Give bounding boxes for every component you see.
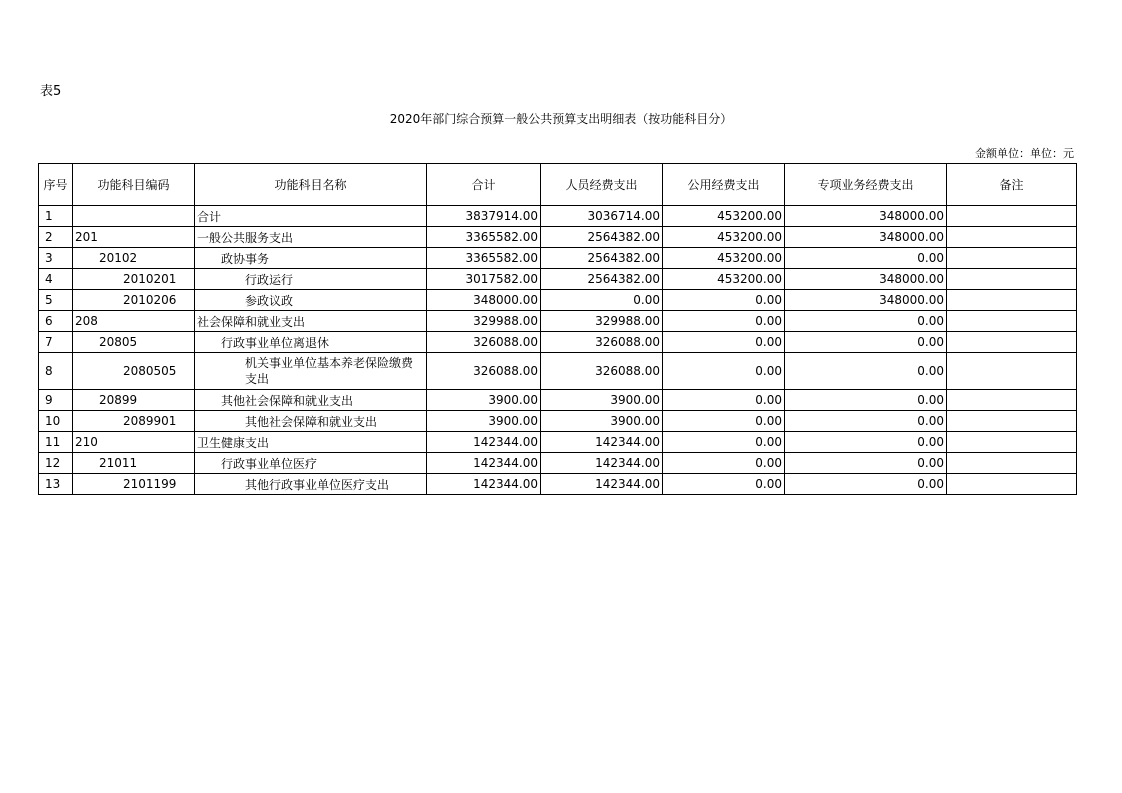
cell-total: 3365582.00: [427, 227, 541, 248]
cell-note: [947, 432, 1077, 453]
cell-code: 2010206: [73, 290, 195, 311]
cell-special: 0.00: [785, 411, 947, 432]
cell-total: 142344.00: [427, 453, 541, 474]
table-row: [39, 332, 1077, 353]
cell-total: 3017582.00: [427, 269, 541, 290]
cell-note: [947, 206, 1077, 227]
cell-special: 348000.00: [785, 227, 947, 248]
header-code: 功能科目编码: [73, 164, 195, 206]
cell-note: [947, 227, 1077, 248]
cell-name: 行政事业单位离退休: [195, 332, 427, 353]
cell-personnel: 2564382.00: [541, 269, 663, 290]
cell-code: 20102: [73, 248, 195, 269]
cell-name: 一般公共服务支出: [195, 227, 427, 248]
cell-note: [947, 474, 1077, 495]
table-row: [39, 353, 1077, 390]
cell-special: 348000.00: [785, 290, 947, 311]
table-row: [39, 311, 1077, 332]
cell-seq: 4: [39, 269, 73, 290]
cell-public: 453200.00: [663, 269, 785, 290]
cell-personnel: 0.00: [541, 290, 663, 311]
table-row: [39, 411, 1077, 432]
cell-note: [947, 453, 1077, 474]
cell-special: 0.00: [785, 432, 947, 453]
header-special: 专项业务经费支出: [785, 164, 947, 206]
cell-seq: 10: [39, 411, 73, 432]
cell-public: 453200.00: [663, 248, 785, 269]
cell-name: 政协事务: [195, 248, 427, 269]
cell-special: 0.00: [785, 311, 947, 332]
cell-personnel: 326088.00: [541, 332, 663, 353]
table-row: [39, 474, 1077, 495]
cell-personnel: 2564382.00: [541, 248, 663, 269]
cell-public: 0.00: [663, 353, 785, 390]
cell-code: 2010201: [73, 269, 195, 290]
cell-public: 0.00: [663, 474, 785, 495]
cell-public: 0.00: [663, 453, 785, 474]
table-row: [39, 290, 1077, 311]
cell-total: 142344.00: [427, 474, 541, 495]
table-header-row: [39, 164, 1077, 206]
amount-unit-label: 金额单位：单位：元: [975, 147, 1074, 160]
cell-total: 142344.00: [427, 432, 541, 453]
cell-code: [73, 206, 195, 227]
page-title: 2020年部门综合预算一般公共预算支出明细表（按功能科目分）: [389, 112, 733, 126]
header-personnel: 人员经费支出: [541, 164, 663, 206]
cell-code: 2089901: [73, 411, 195, 432]
cell-seq: 8: [39, 353, 73, 390]
cell-special: 0.00: [785, 453, 947, 474]
cell-personnel: 142344.00: [541, 432, 663, 453]
cell-total: 326088.00: [427, 353, 541, 390]
cell-special: 0.00: [785, 332, 947, 353]
table-number-label: 表5: [40, 84, 62, 99]
cell-code: 2080505: [73, 353, 195, 390]
cell-personnel: 326088.00: [541, 353, 663, 390]
cell-name: 其他社会保障和就业支出: [195, 390, 427, 411]
cell-code: 20805: [73, 332, 195, 353]
cell-name: 其他行政事业单位医疗支出: [195, 474, 427, 495]
cell-personnel: 142344.00: [541, 453, 663, 474]
cell-special: 0.00: [785, 390, 947, 411]
cell-special: 348000.00: [785, 206, 947, 227]
cell-personnel: 3900.00: [541, 390, 663, 411]
cell-note: [947, 248, 1077, 269]
cell-total: 326088.00: [427, 332, 541, 353]
cell-name: 社会保障和就业支出: [195, 311, 427, 332]
header-seq: 序号: [39, 164, 73, 206]
table-row: [39, 453, 1077, 474]
table-row: [39, 248, 1077, 269]
cell-seq: 6: [39, 311, 73, 332]
cell-name: 卫生健康支出: [195, 432, 427, 453]
cell-code: 210: [73, 432, 195, 453]
table-row: [39, 432, 1077, 453]
header-public: 公用经费支出: [663, 164, 785, 206]
cell-seq: 5: [39, 290, 73, 311]
cell-personnel: 329988.00: [541, 311, 663, 332]
cell-personnel: 2564382.00: [541, 227, 663, 248]
cell-public: 453200.00: [663, 206, 785, 227]
cell-seq: 2: [39, 227, 73, 248]
cell-note: [947, 332, 1077, 353]
cell-code: 20899: [73, 390, 195, 411]
table-row: [39, 227, 1077, 248]
cell-public: 0.00: [663, 290, 785, 311]
cell-seq: 12: [39, 453, 73, 474]
cell-name: 行政运行: [195, 269, 427, 290]
cell-public: 0.00: [663, 432, 785, 453]
cell-total: 329988.00: [427, 311, 541, 332]
cell-seq: 1: [39, 206, 73, 227]
cell-note: [947, 290, 1077, 311]
table-row: [39, 390, 1077, 411]
cell-public: 453200.00: [663, 227, 785, 248]
cell-note: [947, 353, 1077, 390]
table-row: [39, 269, 1077, 290]
cell-note: [947, 269, 1077, 290]
cell-special: 0.00: [785, 353, 947, 390]
cell-total: 3365582.00: [427, 248, 541, 269]
cell-name: 其他社会保障和就业支出: [195, 411, 427, 432]
cell-seq: 13: [39, 474, 73, 495]
cell-note: [947, 411, 1077, 432]
cell-total: 3900.00: [427, 411, 541, 432]
cell-special: 0.00: [785, 248, 947, 269]
cell-seq: 3: [39, 248, 73, 269]
cell-special: 348000.00: [785, 269, 947, 290]
cell-note: [947, 390, 1077, 411]
cell-total: 3900.00: [427, 390, 541, 411]
budget-detail-table: [38, 163, 1077, 495]
cell-special: 0.00: [785, 474, 947, 495]
cell-name: 参政议政: [195, 290, 427, 311]
cell-seq: 9: [39, 390, 73, 411]
cell-name: 机关事业单位基本养老保险缴费支出: [195, 353, 427, 390]
cell-total: 348000.00: [427, 290, 541, 311]
cell-public: 0.00: [663, 411, 785, 432]
cell-personnel: 3036714.00: [541, 206, 663, 227]
cell-public: 0.00: [663, 332, 785, 353]
header-total: 合计: [427, 164, 541, 206]
cell-public: 0.00: [663, 390, 785, 411]
table-row: [39, 206, 1077, 227]
cell-name: 合计: [195, 206, 427, 227]
cell-code: 201: [73, 227, 195, 248]
cell-public: 0.00: [663, 311, 785, 332]
cell-personnel: 3900.00: [541, 411, 663, 432]
cell-personnel: 142344.00: [541, 474, 663, 495]
cell-name: 行政事业单位医疗: [195, 453, 427, 474]
cell-code: 2101199: [73, 474, 195, 495]
cell-total: 3837914.00: [427, 206, 541, 227]
header-name: 功能科目名称: [195, 164, 427, 206]
header-note: 备注: [947, 164, 1077, 206]
cell-seq: 7: [39, 332, 73, 353]
cell-seq: 11: [39, 432, 73, 453]
cell-code: 21011: [73, 453, 195, 474]
cell-note: [947, 311, 1077, 332]
cell-code: 208: [73, 311, 195, 332]
